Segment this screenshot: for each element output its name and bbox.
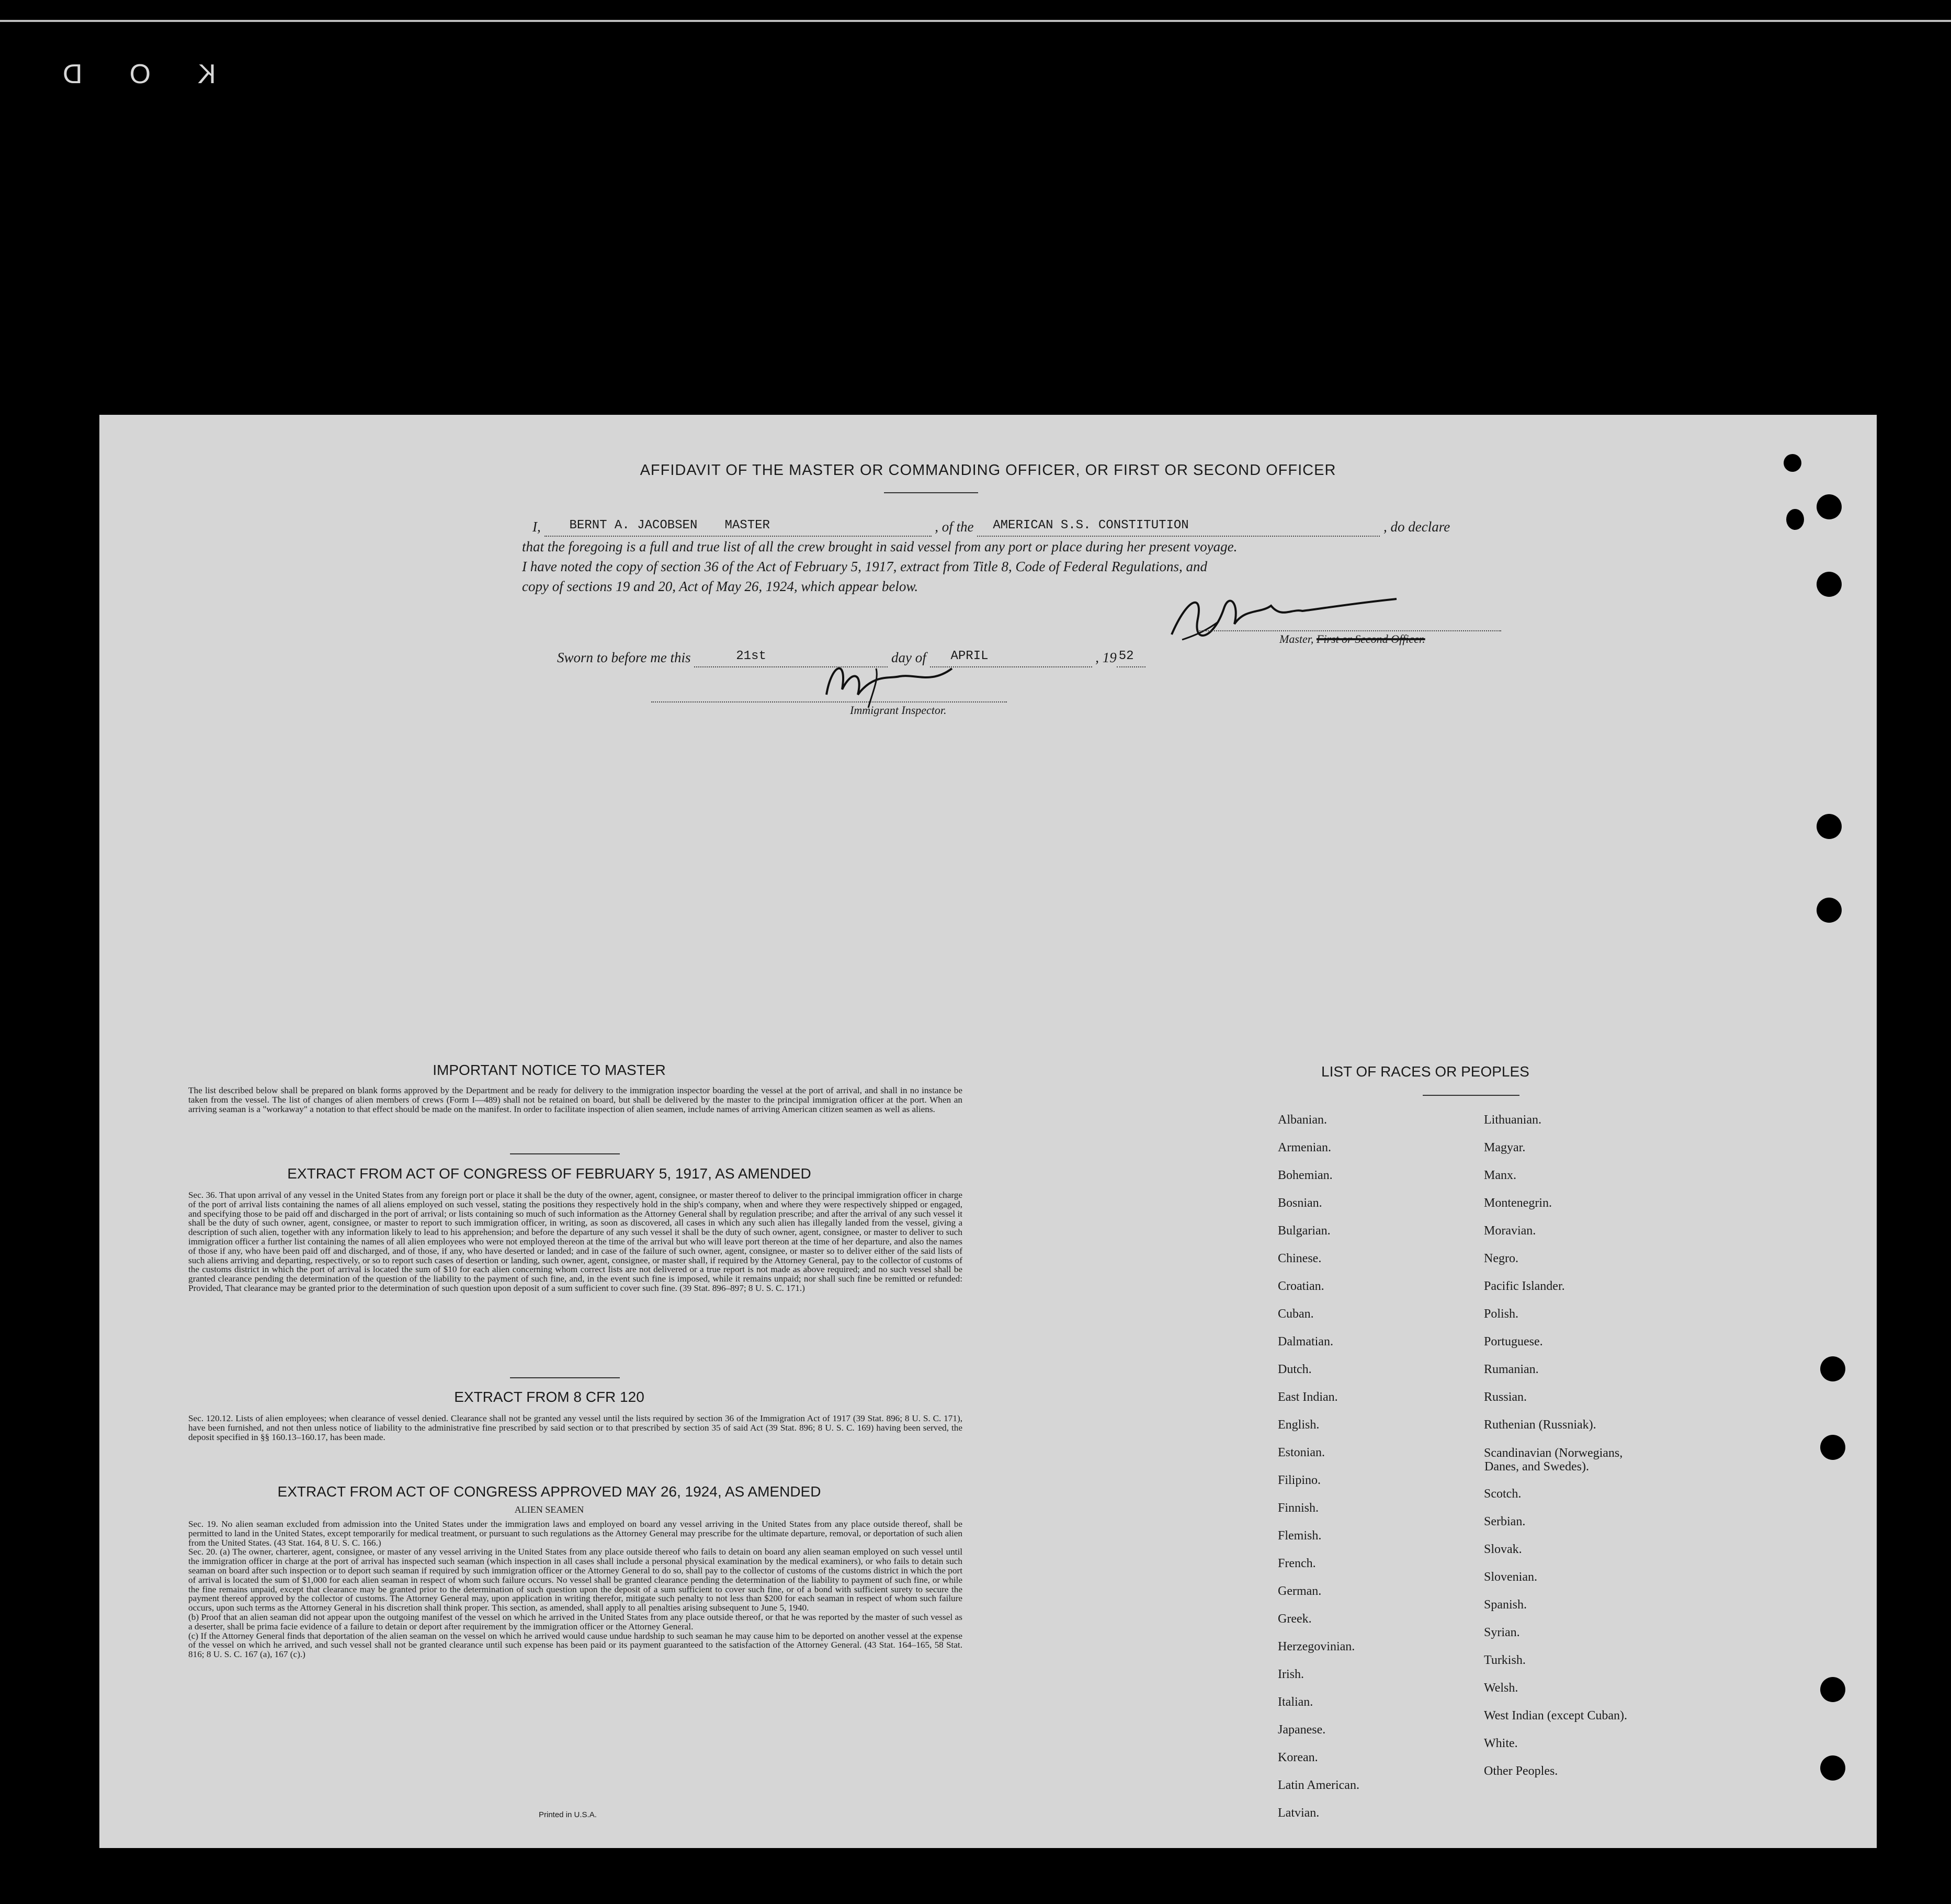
race-item: Croatian. bbox=[1278, 1279, 1324, 1293]
race-item: Filipino. bbox=[1278, 1474, 1321, 1487]
race-item: Negro. bbox=[1484, 1252, 1518, 1265]
race-item: Montenegrin. bbox=[1484, 1196, 1552, 1210]
punch-hole bbox=[1820, 1677, 1845, 1702]
inspector-caption: Immigrant Inspector. bbox=[850, 704, 947, 717]
month-value: APRIL bbox=[950, 649, 989, 663]
affidavit-title: AFFIDAVIT OF THE MASTER OR COMMANDING OFFICER, OR FIRST OR SECOND OFFICER bbox=[640, 462, 1336, 479]
race-item: Finnish. bbox=[1278, 1501, 1319, 1515]
race-item: Latvian. bbox=[1278, 1806, 1320, 1820]
race-item-line: Danes, and Swedes). bbox=[1484, 1460, 1589, 1474]
punch-hole bbox=[1817, 898, 1842, 923]
race-item: English. bbox=[1278, 1418, 1320, 1432]
race-item: White. bbox=[1484, 1737, 1518, 1750]
race-item: Bohemian. bbox=[1278, 1169, 1333, 1182]
punch-hole bbox=[1817, 814, 1842, 839]
race-item-line: Scandinavian (Norwegians, bbox=[1484, 1446, 1623, 1460]
punch-hole bbox=[1820, 1755, 1845, 1781]
film-marks: KOD bbox=[16, 59, 216, 89]
race-item: Serbian. bbox=[1484, 1515, 1526, 1528]
race-item: Moravian. bbox=[1484, 1224, 1536, 1238]
race-item: Herzegovinian. bbox=[1278, 1640, 1355, 1653]
punch-hole bbox=[1786, 509, 1804, 530]
vessel-name: AMERICAN S.S. CONSTITUTION bbox=[993, 518, 1189, 532]
race-item: Armenian. bbox=[1278, 1141, 1331, 1154]
inspector-signature-line bbox=[651, 701, 1007, 702]
race-item: Russian. bbox=[1484, 1390, 1527, 1404]
day-value: 21st bbox=[736, 649, 766, 663]
race-item: East Indian. bbox=[1278, 1390, 1338, 1404]
race-item: Dutch. bbox=[1278, 1363, 1312, 1376]
notice-text: The list described below shall be prepared on blank forms approved by the Department and be ready for delivery to the immigration inspector boarding the vessel at the port of arrival, and shall in no instance be taken from the vessel. The list of changes of alien members of crews (Form I—489) shall not be retained on board, but shall be delivered by the master to the principal immigration officer at the port. When an arriving seaman is a "workaway" a notation to that effect should be made on the manifest. In order to facilitate inspection of alien seamen, include names of arriving American citizen seamen as well as aliens. bbox=[188, 1085, 962, 1114]
day-of-label: day of bbox=[891, 650, 926, 665]
punch-hole bbox=[1820, 1435, 1845, 1460]
race-item: Rumanian. bbox=[1484, 1363, 1539, 1376]
race-item: Portuguese. bbox=[1484, 1335, 1543, 1348]
year-field bbox=[1117, 651, 1145, 667]
race-item: Pacific Islander. bbox=[1484, 1279, 1565, 1293]
race-item: Greek. bbox=[1278, 1612, 1312, 1626]
divider bbox=[1423, 1095, 1519, 1096]
race-item: Magyar. bbox=[1484, 1141, 1526, 1154]
race-item: Irish. bbox=[1278, 1668, 1304, 1681]
extract-1924-text: Sec. 19. No alien seaman excluded from admission into the United States under the immigration laws and employed on board any vessel arriving in the United States from any place outside thereof, shall be permitted to land in the United States, except temporarily for medical treatment, or pursuant to such regulations as the Attorney General may prescribe for the ultimate departure, removal, or deportation of such alien from the United States. (43 Stat. 164, 8 U. S. C. 166.) Sec. 20. (a) The owner, charterer, agent, consignee, or master of any vessel arriving in the United States from any place outside thereof who fails to detain on board any alien seaman employed on such vessel until the immigration officer in charge at the port of arrival has inspected such seaman (which inspection in all cases shall include a personal physical examination by the medical examiners), or who fails to detain such seaman on board after such inspection or to deport such seaman if required by such immigration officer or the Attorney General to do so, shall pay to the collector of customs of the customs district in which the port of arrival is located the sum of $1,000 for each alien seaman in respect of whom such failure occurs. No vessel shall be granted clearance pending the determination of the liability to payment of such fine, or while the fine remains unpaid, except that clearance may be granted prior to the determination of such question upon the deposit of a sum sufficient to cover such fine, or of a bond with sufficient surety to secure the payment thereof approved by the collector of customs. The Attorney General may, upon application in writing therefor, mitigate such penalty to not less than $200 for each seaman in respect of whom such failure occurs, upon such terms as the Attorney General in his discretion shall think proper. This section, as amended, shall apply to all penalties arising subsequent to June 5, 1940. (b) Proof that an alien seaman did not appear upon the outgoing manifest of the vessel on which he arrived in the United States from any place outside thereof, or that he was reported by the master of such vessel as a deserter, shall be prima facie evidence of a failure to detain or deport after requirement by the immigration officer or the Attorney General. (c) If the Attorney General finds that deportation of the alien seaman on the vessel on which he arrived would cause undue hardship to such seaman he may cause him to be deported on another vessel at the expense of the vessel on which he arrived, and such vessel shall not be granted clearance until such expense has been paid or its payment guaranteed to the satisfaction of the Attorney General. (43 Stat. 164–165, 58 Stat. 816; 8 U. S. C. 167 (a), 167 (c).) bbox=[188, 1519, 962, 1660]
races-right-column bbox=[1484, 1106, 1756, 1785]
races-title: LIST OF RACES OR PEOPLES bbox=[1321, 1063, 1529, 1080]
race-item: Latin American. bbox=[1278, 1778, 1359, 1792]
master-title: Master, bbox=[1279, 632, 1314, 645]
race-item: Japanese. bbox=[1278, 1723, 1326, 1737]
year-prefix: , 19 bbox=[1095, 650, 1117, 665]
race-item: Scotch. bbox=[1484, 1487, 1522, 1501]
extract-cfr-text: Sec. 120.12. Lists of alien employees; when clearance of vessel denied. Clearance shall not be granted any vessel until the lists required by section 36 of the Immigration Act of 1917 (39 Stat. 896; 8 U. S. C. 171), have been furnished, and not then unless notice of liability to the administrative fine prescribed by said section or to that prescribed by section 35 of said Act (39 Stat. 896; 8 U. S. C. 169) having been served, the deposit specified in §§ 160.13–160.17, has been made. bbox=[188, 1413, 962, 1442]
divider bbox=[510, 1153, 620, 1154]
extract-1917-title: EXTRACT FROM ACT OF CONGRESS OF FEBRUARY 5, 1917, AS AMENDED bbox=[287, 1165, 811, 1182]
race-item: Chinese. bbox=[1278, 1252, 1322, 1265]
race-item: Welsh. bbox=[1484, 1681, 1518, 1695]
declaration-line-4: copy of sections 19 and 20, Act of May 26, 1924, which appear below. bbox=[522, 579, 918, 594]
declarant-name: BERNT A. JACOBSEN bbox=[569, 518, 698, 532]
declaration-line-3: I have noted the copy of section 36 of the Act of February 5, 1917, extract from Title 8, Code of Federal Regulations, and bbox=[522, 559, 1208, 574]
race-item: Syrian. bbox=[1484, 1626, 1520, 1639]
extract-1917-text: Sec. 36. That upon arrival of any vessel in the United States from any foreign port or place it shall be the duty of the owner, agent, consignee, or master thereof to deliver to the principal immigration officer in charge of the port of arrival lists containing the names of all aliens employed on such vessel, stating the positions they respectively hold in the ship's company, when and where they were respectively shipped or engaged, and specifying those to be paid off and discharged in the port of arrival; or lists containing so much of such information as the Attorney General shall by regulation prescribe; and after the arrival of any such vessel it shall be the duty of such owner, agent, consignee, or master to report to such immigration officer, in writing, as soon as discovered, all cases in which any such alien has illegally landed from the vessel, giving a description of such alien, together with any information likely to lead to his apprehension; and before the departure of any such vessel it shall be the duty of such owner, agent, consignee, or master to deliver to such immigration officer a further list containing the names of all alien employees who were not employed thereon at the time of the arrival but who will leave port thereon at the time of her departure, and also the names of those if any, who have been paid off and discharged, and of those, if any, who have deserted or landed; and in case of the failure of such owner, agent, consignee, or master so to deliver either of the said lists of such aliens arriving and departing, respectively, or so to report such cases of desertion or landing, such owner, agent, consignee, or master shall, if required by the Attorney General, pay to the collector of customs of the customs district in which the port of arrival is located the sum of $10 for each alien concerning whom correct lists are not delivered or a true report is not made as above required; and no such vessel shall be granted clearance pending the determination of the question of the liability to the payment of such fine, and, in the event such fine is imposed, while it remains unpaid; nor shall such fine be remitted or refunded: Provided, That clearance may be granted prior to the determination of such question upon deposit of a sum sufficient to cover such fine. (39 Stat. 896–897; 8 U. S. C. 171.) bbox=[188, 1190, 962, 1293]
race-item: Spanish. bbox=[1484, 1598, 1527, 1612]
affidavit-sheet bbox=[99, 415, 1877, 1848]
race-item: German. bbox=[1278, 1584, 1322, 1598]
race-item: Polish. bbox=[1484, 1307, 1519, 1321]
declaration-line-2: that the foregoing is a full and true list of all the crew brought in said vessel from any port or place during her present voyage. bbox=[522, 539, 1238, 554]
extract-1924-subtitle: ALIEN SEAMEN bbox=[514, 1504, 584, 1515]
race-item: Flemish. bbox=[1278, 1529, 1322, 1543]
do-declare-label: , do declare bbox=[1383, 519, 1450, 535]
master-caption bbox=[1279, 629, 1425, 649]
race-item: Italian. bbox=[1278, 1695, 1313, 1709]
race-item: Slovak. bbox=[1484, 1543, 1522, 1556]
race-item: Manx. bbox=[1484, 1169, 1516, 1182]
divider bbox=[884, 492, 978, 493]
declarant-prefix: I, bbox=[532, 519, 541, 535]
declarant-field bbox=[545, 520, 932, 537]
film-edge-line bbox=[0, 20, 1951, 22]
race-item: West Indian (except Cuban). bbox=[1484, 1709, 1627, 1722]
extract-1924-title: EXTRACT FROM ACT OF CONGRESS APPROVED MAY 26, 1924, AS AMENDED bbox=[277, 1483, 821, 1500]
race-item: Bosnian. bbox=[1278, 1196, 1322, 1210]
race-item: French. bbox=[1278, 1557, 1316, 1570]
race-item: Ruthenian (Russniak). bbox=[1484, 1418, 1596, 1432]
race-item: Other Peoples. bbox=[1484, 1764, 1558, 1778]
divider bbox=[510, 1377, 620, 1378]
punch-hole bbox=[1817, 572, 1842, 597]
punch-hole bbox=[1817, 494, 1842, 519]
struck-officer-title: First or Second Officer. bbox=[1316, 632, 1425, 645]
race-item: Slovenian. bbox=[1484, 1570, 1537, 1584]
printed-in-usa: Printed in U.S.A. bbox=[539, 1810, 597, 1819]
race-item: Estonian. bbox=[1278, 1446, 1325, 1459]
vessel-field bbox=[977, 520, 1380, 537]
race-item: Korean. bbox=[1278, 1751, 1318, 1764]
punch-hole bbox=[1820, 1356, 1845, 1381]
notice-title: IMPORTANT NOTICE TO MASTER bbox=[433, 1062, 666, 1078]
race-item: Dalmatian. bbox=[1278, 1335, 1333, 1348]
declarant-rank: MASTER bbox=[724, 518, 770, 532]
race-item: Cuban. bbox=[1278, 1307, 1314, 1321]
race-item: Albanian. bbox=[1278, 1113, 1327, 1127]
sworn-label: Sworn to before me this bbox=[557, 650, 691, 665]
race-item-scandinavian bbox=[1484, 1439, 1756, 1480]
extract-cfr-title: EXTRACT FROM 8 CFR 120 bbox=[454, 1389, 644, 1405]
race-item: Lithuanian. bbox=[1484, 1113, 1541, 1127]
race-item: Turkish. bbox=[1484, 1653, 1526, 1667]
declaration-line-1 bbox=[532, 517, 1620, 537]
of-the-label: , of the bbox=[935, 519, 974, 535]
race-item: Bulgarian. bbox=[1278, 1224, 1331, 1238]
sworn-line bbox=[557, 648, 1394, 667]
year-value: 52 bbox=[1118, 649, 1134, 663]
races-left-column bbox=[1278, 1106, 1487, 1827]
